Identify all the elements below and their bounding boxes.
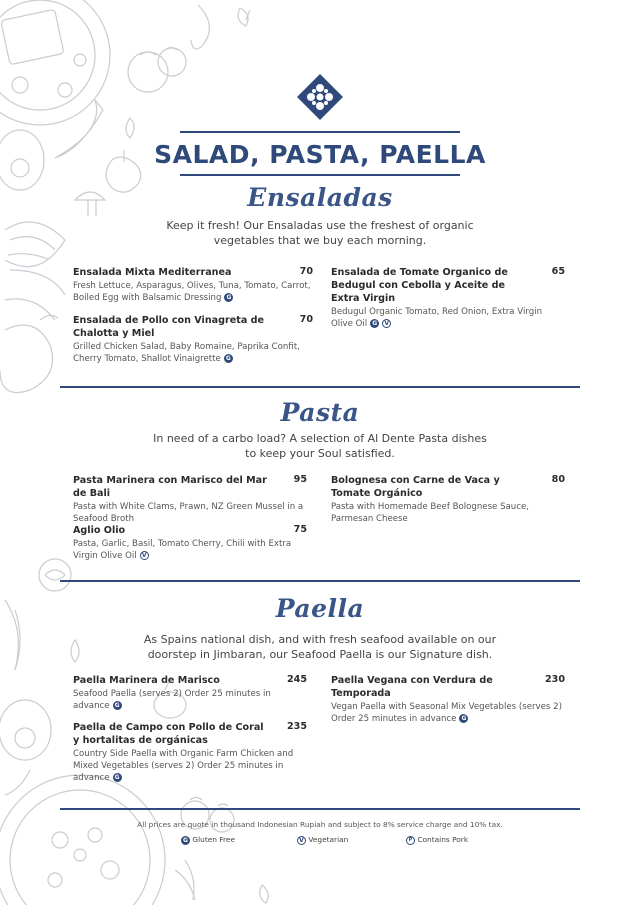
vegetarian-icon: V: [297, 836, 306, 845]
gluten-free-icon: G: [370, 319, 379, 328]
gluten-free-icon: G: [459, 714, 468, 723]
menu-item: Ensalada de Pollo con Vinagreta de Chalotta y Miel 70 Grilled Chicken Salad, Baby Romaine, Paprika Confit, Cherry Tomato, Shallot Vinaigrette G: [73, 314, 313, 364]
item-price: 80: [551, 474, 565, 485]
menu-item: Ensalada de Tomate Organico de Bedugul con Cebolla y Aceite de Extra Virgin 65 Bedugul Organic Tomato, Red Onion, Extra Virgin Olive Oil G V: [331, 266, 565, 329]
section-divider: [60, 386, 580, 388]
title-rule-bottom: [180, 174, 460, 176]
item-price: 70: [299, 314, 313, 325]
item-price: 245: [286, 674, 307, 685]
gluten-free-icon: G: [113, 773, 122, 782]
item-price: 70: [299, 266, 313, 277]
section-intro-pasta: In need of a carbo load? A selection of Al Dente Pasta dishes to keep your Soul satisfied.: [153, 432, 487, 460]
pork-icon: P: [406, 836, 415, 845]
legend-gluten-free: G Gluten Free: [178, 835, 235, 845]
gluten-free-icon: G: [224, 354, 233, 363]
section-divider: [60, 580, 580, 582]
item-price: 95: [293, 474, 307, 485]
item-price: 75: [293, 524, 307, 535]
menu-item: Paella Vegana con Verdura de Temporada 230 Vegan Paella with Seasonal Mix Vegetables (serves 2) Order 25 minutes in advance G: [331, 674, 565, 724]
section-intro-ensaladas: Keep it fresh! Our Ensaladas use the freshest of organic vegetables that we buy each morning.: [166, 219, 474, 247]
vegetarian-icon: V: [382, 319, 391, 328]
section-title-paella: Paella: [275, 594, 365, 623]
menu-item: Aglio Olio 75 Pasta, Garlic, Basil, Tomato Cherry, Chili with Extra Virgin Olive Oil V: [73, 524, 307, 561]
menu-item: Pasta Marinera con Marisco del Mar de Bali 95 Pasta with White Clams, Prawn, NZ Green Mussel in a Seafood Broth: [73, 474, 307, 524]
menu-item: Paella de Campo con Pollo de Coral y hortalitas de orgánicas 235 Country Side Paella with Organic Farm Chicken and Mixed Vegetables (serves 2) Order 25 minutes in advance G: [73, 721, 307, 783]
restaurant-logo: [295, 72, 345, 122]
item-price: 235: [286, 721, 307, 732]
menu-item: Bolognesa con Carne de Vaca y Tomate Orgánico 80 Pasta with Homemade Beef Bolognese Sauce, Parmesan Cheese: [331, 474, 565, 524]
menu-item: Ensalada Mixta Mediterranea 70 Fresh Lettuce, Asparagus, Olives, Tuna, Tomato, Carrot, Boiled Egg with Balsamic Dressing G: [73, 266, 313, 303]
gluten-free-icon: G: [224, 293, 233, 302]
title-rule-top: [180, 131, 460, 133]
vegetarian-icon: V: [140, 551, 149, 560]
gluten-free-icon: G: [181, 836, 190, 845]
section-title-ensaladas: Ensaladas: [247, 183, 393, 212]
item-price: 65: [551, 266, 565, 277]
legend-contains-pork: P Contains Pork: [403, 835, 468, 845]
page-title: SALAD, PASTA, PAELLA: [154, 140, 486, 169]
legend-vegetarian: V Vegetarian: [294, 835, 348, 845]
footer-divider: [60, 808, 580, 810]
menu-item: Paella Marinera de Marisco 245 Seafood Paella (serves 2) Order 25 minutes in advance G: [73, 674, 307, 711]
section-title-pasta: Pasta: [280, 398, 360, 427]
item-price: 230: [544, 674, 565, 685]
section-intro-paella: As Spains national dish, and with fresh seafood available on our doorstep in Jimbaran, our Seafood Paella is our Signature dish.: [143, 633, 497, 661]
price-footnote: All prices are quote in thousand Indonesian Rupiah and subject to 8% service charge and 10% tax.: [137, 820, 503, 829]
gluten-free-icon: G: [113, 701, 122, 710]
